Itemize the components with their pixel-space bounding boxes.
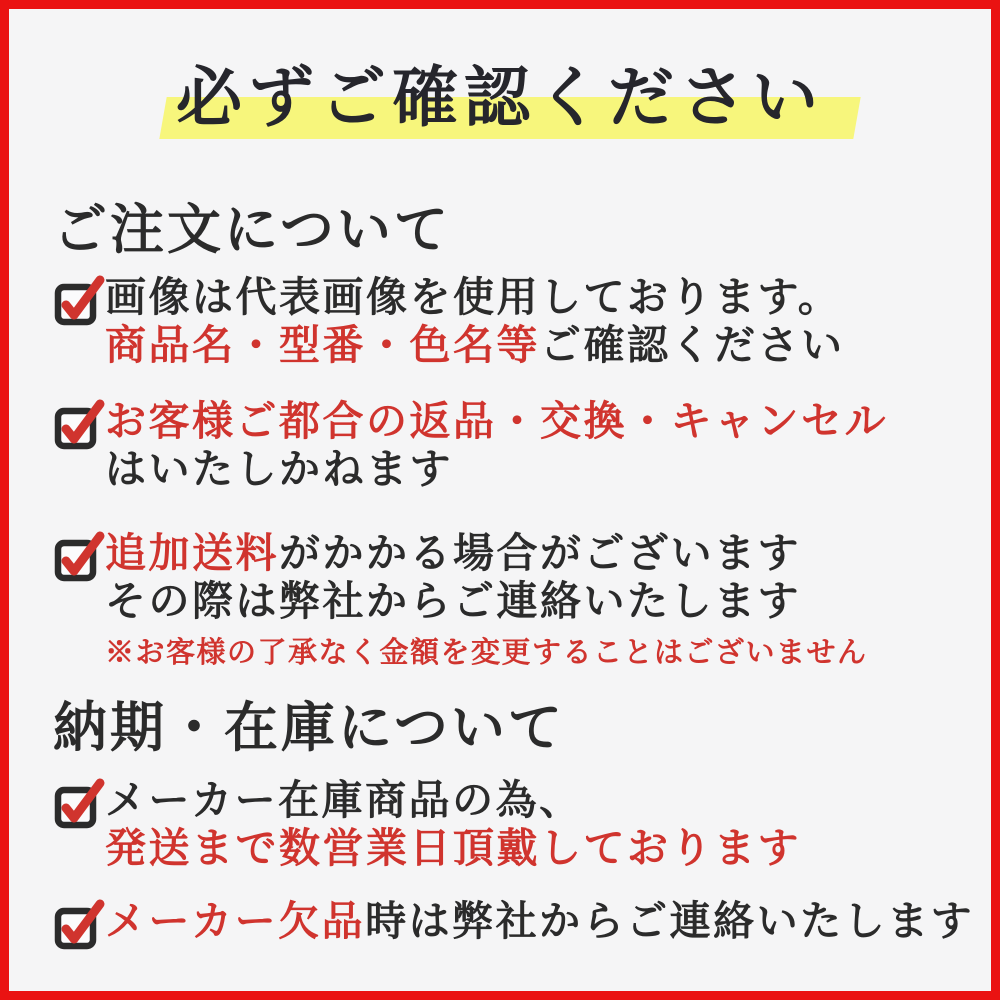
list-item: [53, 891, 974, 955]
item-text: [105, 267, 845, 369]
page-title: [9, 53, 991, 142]
text-segment: メーカー欠品: [105, 897, 366, 945]
list-item: [53, 523, 868, 669]
item-text: [105, 891, 974, 945]
checkbox-checked-icon: [53, 523, 105, 587]
text-segment: メーカー在庫商品の為、: [105, 776, 583, 824]
section-heading-orders: ご注文について: [53, 197, 451, 261]
text-segment: はいたしかねます: [105, 445, 453, 493]
item-text: [105, 391, 888, 493]
checkbox-checked-icon: [53, 267, 105, 331]
list-item: [53, 391, 888, 493]
text-segment: 画像は代表画像を使用しております。: [105, 273, 842, 321]
text-segment: 追加送料: [105, 529, 279, 577]
text-segment: 商品名・型番・色名等: [105, 321, 540, 369]
item-text: [105, 523, 868, 669]
text-segment: お客様ご都合の返品・交換・キャンセル: [105, 397, 888, 445]
text-segment: 時は弊社からご連絡いたします: [365, 897, 975, 945]
text-segment: 発送まで数営業日頂戴しております: [105, 824, 801, 872]
text-segment: その際は弊社からご連絡いたします: [105, 577, 801, 625]
list-item: [53, 770, 801, 872]
fine-print-note: ※お客様の了承なく金額を変更することはございません: [105, 635, 868, 669]
page-title-text: 必ずご確認ください: [176, 58, 824, 136]
item-text: [105, 770, 801, 872]
section-heading-delivery-stock: 納期・在庫について: [53, 695, 565, 759]
checkbox-checked-icon: [53, 891, 105, 955]
text-segment: ご確認ください: [540, 321, 845, 369]
text-segment: がかかる場合がございます: [279, 529, 801, 577]
checkbox-checked-icon: [53, 770, 105, 834]
list-item: [53, 267, 845, 369]
checkbox-checked-icon: [53, 391, 105, 455]
